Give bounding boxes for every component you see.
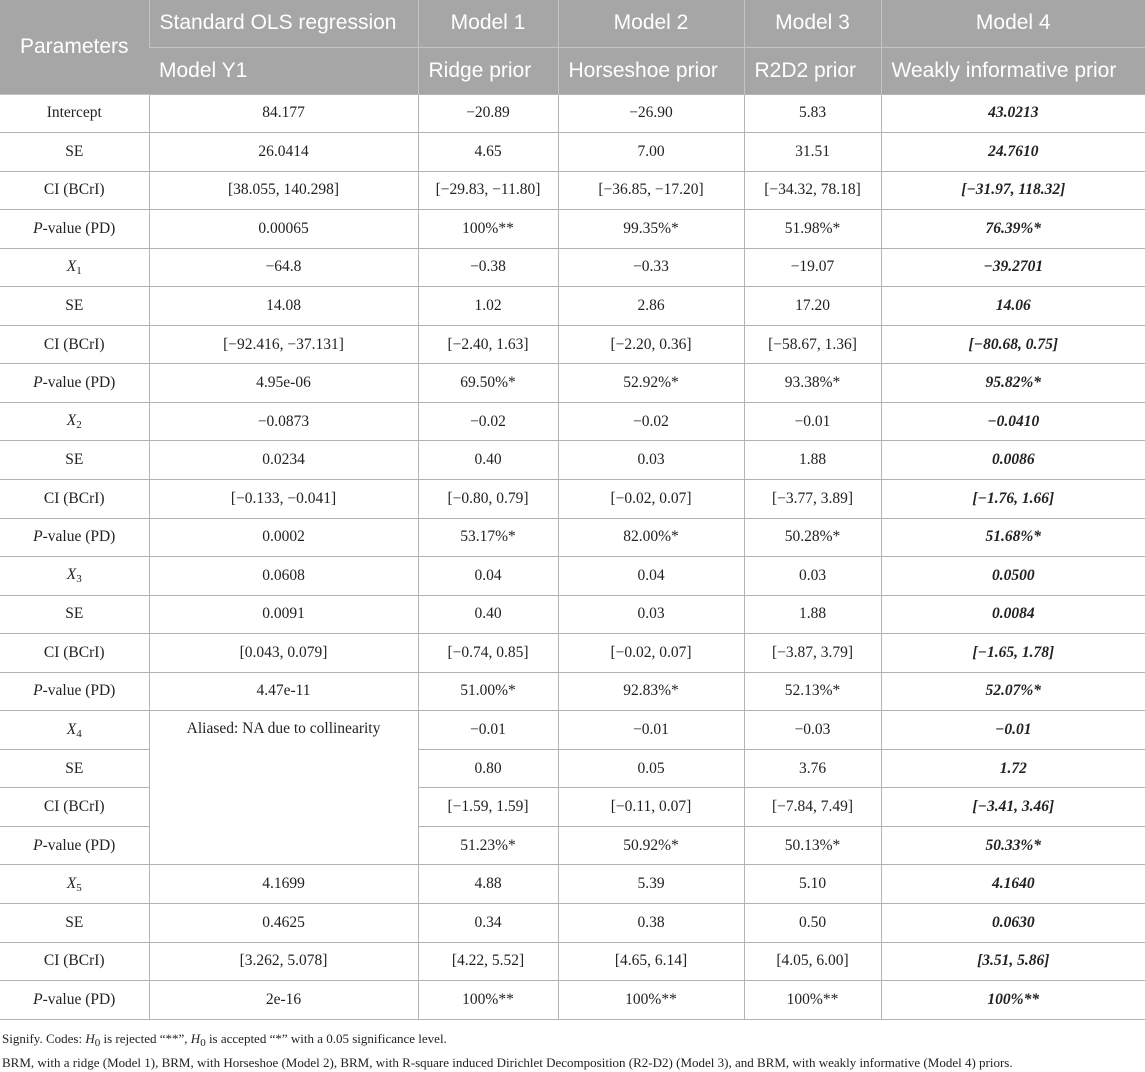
p-suffix: -value (PD) [42,219,116,237]
table-row [0,325,1145,364]
h-letter: H [190,1030,201,1046]
p-letter: P [33,374,43,392]
header-row-2 [0,47,1145,94]
x-subscript: 3 [76,573,82,586]
header-r2d2-prior: R2D2 prior [744,47,881,94]
param-cell: SE [0,595,149,634]
model3-cell: [−3.77, 3.89] [744,479,881,518]
model4-cell: 51.68%* [881,518,1145,557]
aliased-note-cell: Aliased: NA due to collinearity [149,711,418,865]
header-row-1 [0,0,1145,47]
model4-cell: 1.72 [881,749,1145,788]
model4-cell: 0.0086 [881,441,1145,480]
ols-cell: [38.055, 140.298] [149,171,418,210]
p-letter: P [33,990,43,1008]
table-row [0,903,1145,942]
p-letter: P [33,219,43,237]
model1-cell: −0.02 [418,402,558,441]
ols-cell: 84.177 [149,94,418,133]
model1-cell: 51.23%* [418,826,558,865]
table-row [0,94,1145,133]
header-horseshoe-prior: Horseshoe prior [558,47,744,94]
param-cell: SE [0,133,149,172]
model3-cell: 93.38%* [744,364,881,403]
h-subscript: 0 [200,1036,206,1049]
model3-cell: 50.28%* [744,518,881,557]
param-cell [0,557,149,596]
param-cell [0,826,149,865]
ols-cell: [3.262, 5.078] [149,942,418,981]
model1-cell: −0.38 [418,248,558,287]
model1-cell: [−2.40, 1.63] [418,325,558,364]
model1-cell: 0.40 [418,595,558,634]
model1-cell: 4.65 [418,133,558,172]
param-cell [0,248,149,287]
model2-cell: 52.92%* [558,364,744,403]
model3-cell: 3.76 [744,749,881,788]
model4-cell: 24.7610 [881,133,1145,172]
ols-cell: [−0.133, −0.041] [149,479,418,518]
ols-cell: [0.043, 0.079] [149,634,418,673]
model1-cell: 51.00%* [418,672,558,711]
model3-cell: −19.07 [744,248,881,287]
ols-cell: −64.8 [149,248,418,287]
model4-cell: 0.0500 [881,557,1145,596]
header-model-2: Model 2 [558,0,744,47]
model2-cell: 0.38 [558,903,744,942]
model2-cell: −0.33 [558,248,744,287]
model4-cell: 4.1640 [881,865,1145,904]
ols-cell: 4.95e-06 [149,364,418,403]
model2-cell: 5.39 [558,865,744,904]
table-row [0,518,1145,557]
header-standard-ols: Standard OLS regression [149,0,418,47]
model2-cell: [−36.85, −17.20] [558,171,744,210]
model3-cell: [−34.32, 78.18] [744,171,881,210]
param-cell [0,210,149,249]
table-row [0,287,1145,326]
model2-cell: 0.05 [558,749,744,788]
table-row [0,595,1145,634]
param-cell: SE [0,749,149,788]
model1-cell: [−29.83, −11.80] [418,171,558,210]
ols-cell: 0.0002 [149,518,418,557]
ols-cell: 2e-16 [149,981,418,1020]
model4-cell: 95.82%* [881,364,1145,403]
model1-cell: 1.02 [418,287,558,326]
param-cell [0,865,149,904]
model1-cell: 53.17%* [418,518,558,557]
table-row [0,210,1145,249]
x-subscript: 1 [76,264,82,277]
model4-cell: [−1.65, 1.78] [881,634,1145,673]
model3-cell: 100%** [744,981,881,1020]
table-row [0,865,1145,904]
h-letter: H [85,1030,95,1046]
table-row [0,248,1145,287]
x-subscript: 2 [76,419,82,432]
model3-cell: 52.13%* [744,672,881,711]
model3-cell: [−58.67, 1.36] [744,325,881,364]
param-cell [0,711,149,750]
model1-cell: 4.88 [418,865,558,904]
model3-cell: 0.03 [744,557,881,596]
model3-cell: 0.50 [744,903,881,942]
model4-cell: [−1.76, 1.66] [881,479,1145,518]
p-suffix: -value (PD) [42,836,116,854]
param-cell: CI (BCrI) [0,634,149,673]
h-subscript: 0 [94,1036,101,1049]
table-row [0,981,1145,1020]
model1-cell: 0.80 [418,749,558,788]
ols-cell: 0.0608 [149,557,418,596]
table-body [0,94,1145,1019]
ols-cell: 14.08 [149,287,418,326]
param-cell: CI (BCrI) [0,325,149,364]
model3-cell: 50.13%* [744,826,881,865]
param-cell: CI (BCrI) [0,788,149,827]
x-letter: X [66,720,77,738]
model4-cell: −39.2701 [881,248,1145,287]
table-header [0,0,1145,94]
p-suffix: -value (PD) [42,374,116,392]
model4-cell: 0.0630 [881,903,1145,942]
model4-cell: [−3.41, 3.46] [881,788,1145,827]
param-cell [0,518,149,557]
model1-cell: 69.50%* [418,364,558,403]
model1-cell: 100%** [418,981,558,1020]
x-letter: X [66,874,77,892]
header-parameters: Parameters [0,0,149,94]
footnote-significance [2,1029,1143,1053]
model3-cell: 31.51 [744,133,881,172]
x-subscript: 4 [76,727,82,740]
p-suffix: -value (PD) [42,682,116,700]
model4-cell: 50.33%* [881,826,1145,865]
footnote-rejected: is rejected “**”, [100,1030,191,1046]
p-letter: P [33,528,43,546]
x-letter: X [66,257,77,275]
model2-cell: 99.35%* [558,210,744,249]
table-row [0,441,1145,480]
model4-cell: [−31.97, 118.32] [881,171,1145,210]
model3-cell: 17.20 [744,287,881,326]
model2-cell: −0.01 [558,711,744,750]
model3-cell: [4.05, 6.00] [744,942,881,981]
header-weakly-informative-prior: Weakly informative prior [881,47,1145,94]
model2-cell: 82.00%* [558,518,744,557]
footnote-prefix: Signify. Codes: [2,1030,86,1046]
model2-cell: 2.86 [558,287,744,326]
x-letter: X [66,412,77,430]
x-subscript: 5 [76,881,82,894]
model3-cell: 51.98%* [744,210,881,249]
table-row [0,942,1145,981]
model4-cell: [3.51, 5.86] [881,942,1145,981]
table-row [0,171,1145,210]
model1-cell: [4.22, 5.52] [418,942,558,981]
header-ridge-prior: Ridge prior [418,47,558,94]
header-model-3: Model 3 [744,0,881,47]
p-letter: P [33,682,43,700]
model1-cell: 100%** [418,210,558,249]
model1-cell: 0.34 [418,903,558,942]
model4-cell: 0.0084 [881,595,1145,634]
model2-cell: [−2.20, 0.36] [558,325,744,364]
p-letter: P [33,836,43,854]
model1-cell: 0.04 [418,557,558,596]
param-cell [0,364,149,403]
model1-cell: 0.40 [418,441,558,480]
ols-cell: 4.1699 [149,865,418,904]
model2-cell: 50.92%* [558,826,744,865]
model2-cell: 0.03 [558,595,744,634]
model3-cell: 1.88 [744,441,881,480]
model2-cell: 0.03 [558,441,744,480]
model2-cell: −0.02 [558,402,744,441]
model3-cell: −0.01 [744,402,881,441]
param-cell [0,402,149,441]
p-suffix: -value (PD) [42,990,116,1008]
model3-cell: [−3.87, 3.79] [744,634,881,673]
model4-cell: 14.06 [881,287,1145,326]
model1-cell: [−1.59, 1.59] [418,788,558,827]
ols-cell: 0.0091 [149,595,418,634]
model3-cell: 5.83 [744,94,881,133]
model4-cell: 43.0213 [881,94,1145,133]
model3-cell: 5.10 [744,865,881,904]
model1-cell: [−0.74, 0.85] [418,634,558,673]
model2-cell: [−0.02, 0.07] [558,634,744,673]
param-cell: CI (BCrI) [0,942,149,981]
model4-cell: [−80.68, 0.75] [881,325,1145,364]
model2-cell: [4.65, 6.14] [558,942,744,981]
ols-cell: 0.0234 [149,441,418,480]
model2-cell: 7.00 [558,133,744,172]
param-cell: Intercept [0,94,149,133]
model1-cell: −20.89 [418,94,558,133]
table-row [0,711,1145,750]
table-row [0,364,1145,403]
param-cell: CI (BCrI) [0,479,149,518]
model4-cell: 100%** [881,981,1145,1020]
table-row [0,133,1145,172]
param-cell: SE [0,287,149,326]
param-cell: SE [0,903,149,942]
param-cell [0,672,149,711]
model4-cell: −0.01 [881,711,1145,750]
x-letter: X [66,566,77,584]
model1-cell: −0.01 [418,711,558,750]
ols-cell: 0.4625 [149,903,418,942]
model4-cell: 76.39%* [881,210,1145,249]
model2-cell: 92.83%* [558,672,744,711]
p-suffix: -value (PD) [42,528,116,546]
table-row [0,634,1145,673]
table-row [0,557,1145,596]
model4-cell: −0.0410 [881,402,1145,441]
model2-cell: 100%** [558,981,744,1020]
model1-cell: [−0.80, 0.79] [418,479,558,518]
model3-cell: −0.03 [744,711,881,750]
model2-cell: −26.90 [558,94,744,133]
footnote-accepted: is accepted “*” with a 0.05 significance level. [205,1030,447,1046]
ols-cell: [−92.416, −37.131] [149,325,418,364]
ols-cell: −0.0873 [149,402,418,441]
model4-cell: 52.07%* [881,672,1145,711]
param-cell: SE [0,441,149,480]
table-row [0,479,1145,518]
footnote-models: BRM, with a ridge (Model 1), BRM, with Horseshoe (Model 2), BRM, with R-square induced Dirichlet Decomposition (R2-D2) (Model 3), and BRM, with weakly informative (Model 4) priors. [2,1054,1013,1070]
header-model-4: Model 4 [881,0,1145,47]
ols-cell: 4.47e-11 [149,672,418,711]
table-row [0,402,1145,441]
header-model-1: Model 1 [418,0,558,47]
ols-cell: 26.0414 [149,133,418,172]
param-cell [0,981,149,1020]
model3-cell: [−7.84, 7.49] [744,788,881,827]
table-row [0,672,1145,711]
ols-cell: 0.00065 [149,210,418,249]
header-model-y1: Model Y1 [149,47,418,94]
model3-cell: 1.88 [744,595,881,634]
model2-cell: [−0.02, 0.07] [558,479,744,518]
model2-cell: 0.04 [558,557,744,596]
model2-cell: [−0.11, 0.07] [558,788,744,827]
table-footnotes [0,1020,1145,1072]
param-cell: CI (BCrI) [0,171,149,210]
